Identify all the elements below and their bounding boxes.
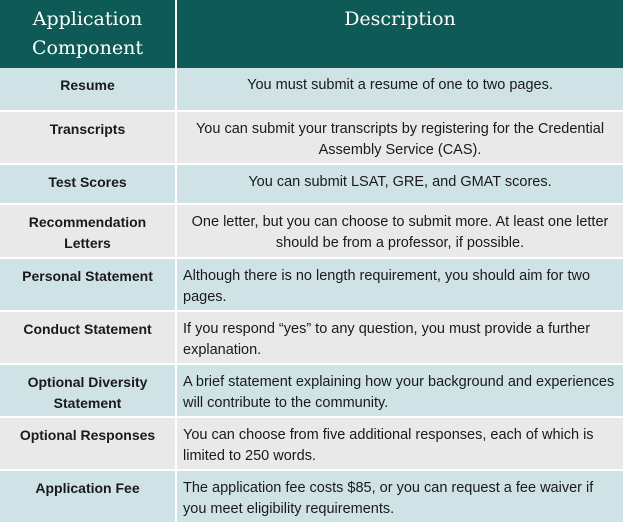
row-description: Although there is no length requirement, you should aim for two pages. <box>176 258 623 311</box>
row-description: The application fee costs $85, or you can request a fee waiver if you meet eligibility requirements. <box>176 470 623 523</box>
row-description: One letter, but you can choose to submit more. At least one letter should be from a professor, if possible. <box>176 204 623 258</box>
row-component: Test Scores <box>0 164 176 204</box>
table-row <box>0 470 623 523</box>
row-description: You can choose from five additional responses, each of which is limited to 250 words. <box>176 417 623 470</box>
row-component: Personal Statement <box>0 258 176 311</box>
table-row <box>0 111 623 164</box>
row-description: You must submit a resume of one to two pages. <box>176 68 623 111</box>
row-description: If you respond “yes” to any question, you must provide a further explanation. <box>176 311 623 364</box>
row-component: Conduct Statement <box>0 311 176 364</box>
table-row <box>0 204 623 258</box>
row-component: Application Fee <box>0 470 176 523</box>
row-description: You can submit LSAT, GRE, and GMAT scores. <box>176 164 623 204</box>
table-row <box>0 364 623 417</box>
row-component: Resume <box>0 68 176 111</box>
table-row <box>0 68 623 111</box>
row-component: Optional Diversity Statement <box>0 364 176 417</box>
table-row <box>0 258 623 311</box>
table-row <box>0 417 623 470</box>
row-description: A brief statement explaining how your background and experiences will contribute to the community. <box>176 364 623 417</box>
row-component: Transcripts <box>0 111 176 164</box>
column-header-description: Description <box>176 0 623 68</box>
row-description: You can submit your transcripts by registering for the Credential Assembly Service (CAS). <box>176 111 623 164</box>
row-component: Recommendation Letters <box>0 204 176 258</box>
table-row <box>0 311 623 364</box>
row-component: Optional Responses <box>0 417 176 470</box>
table-header-row <box>0 0 623 68</box>
table-row <box>0 164 623 204</box>
column-header-component: Application Component <box>0 0 176 68</box>
